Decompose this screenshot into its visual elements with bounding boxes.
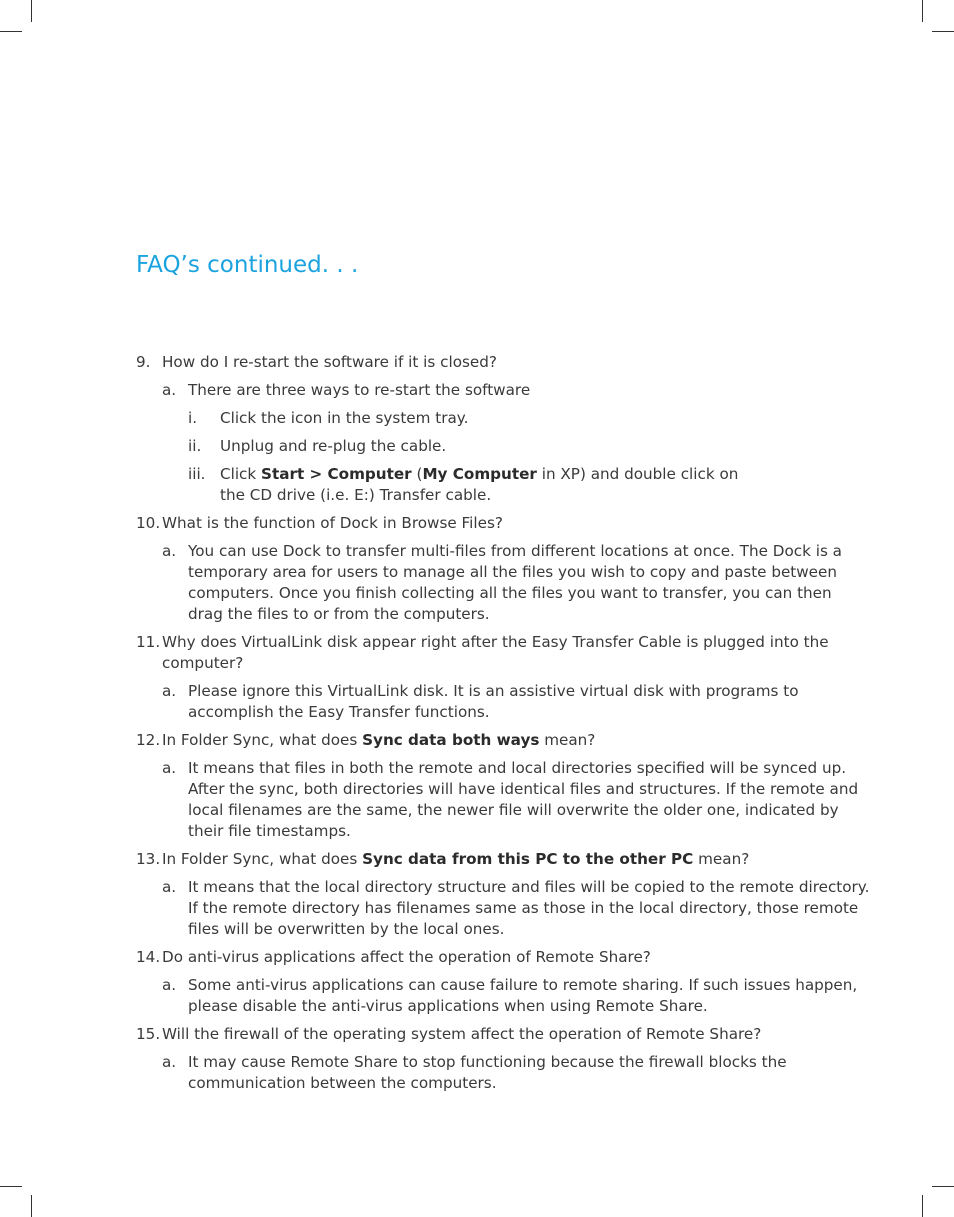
faq-item-11 <box>136 632 871 723</box>
answer-text: There are three ways to re-start the software <box>188 381 531 399</box>
crop-mark-bottom-right-horizontal <box>932 1186 954 1187</box>
bold-start-computer: Start > Computer <box>261 465 412 483</box>
page-title: FAQ’s continued. . . <box>136 252 359 278</box>
sub-item-text: Unplug and re-plug the cable. <box>220 437 447 455</box>
answer <box>162 877 871 940</box>
answer-letter: a. <box>162 1053 177 1071</box>
crop-mark-top-left-vertical <box>31 0 32 22</box>
text-run: In Folder Sync, what does <box>162 850 363 868</box>
question-text: Why does VirtualLink disk appear right after the Easy Transfer Cable is plugged into the computer? <box>162 633 829 672</box>
crop-mark-top-left-horizontal <box>0 31 22 32</box>
crop-mark-bottom-right-vertical <box>922 1195 923 1217</box>
text-run: In Folder Sync, what does <box>162 731 363 749</box>
answer-text: It may cause Remote Share to stop functioning because the firewall blocks the communication between the computers. <box>188 1053 787 1092</box>
faq-item-15 <box>136 1024 871 1094</box>
answer-letter: a. <box>162 759 177 777</box>
answer-letter: a. <box>162 682 177 700</box>
answer <box>162 681 871 723</box>
question-number: 15. <box>136 1025 161 1043</box>
crop-mark-top-right-vertical <box>922 0 923 22</box>
answer-letter: a. <box>162 976 177 994</box>
text-run: mean? <box>693 850 750 868</box>
answer <box>162 758 871 842</box>
answer-letter: a. <box>162 381 177 399</box>
text-run: Click <box>220 465 262 483</box>
crop-mark-bottom-left-horizontal <box>0 1186 22 1187</box>
bold-sync-both-ways: Sync data both ways <box>362 731 540 749</box>
question-text: How do I re-start the software if it is closed? <box>162 353 497 371</box>
answer-letter: a. <box>162 878 177 896</box>
question-number: 11. <box>136 633 161 651</box>
answer-text: It means that the local directory structure and files will be copied to the remote directory. If the remote directory has filenames same as those in the local directory, those remote files will be overwritten by the local ones. <box>188 878 870 938</box>
faq-item-9 <box>136 352 871 506</box>
question-text <box>162 849 871 870</box>
answer-text: It means that files in both the remote and local directories specified will be synced up. After the sync, both directories will have identical files and structures. If the remote and local filenames are the same, the newer file will overwrite the older one, indicated by their file timestamps. <box>188 759 859 840</box>
bold-my-computer: My Computer <box>422 465 537 483</box>
crop-mark-top-right-horizontal <box>932 31 954 32</box>
sub-item-number: i. <box>188 409 198 427</box>
question-text: Will the firewall of the operating system affect the operation of Remote Share? <box>162 1025 762 1043</box>
sub-item-2 <box>188 436 871 457</box>
sub-item-text: Click the icon in the system tray. <box>220 409 469 427</box>
text-run: mean? <box>539 731 596 749</box>
answer-text: Some anti-virus applications can cause failure to remote sharing. If such issues happen, please disable the anti-virus applications when using Remote Share. <box>188 976 858 1015</box>
faq-item-12 <box>136 730 871 842</box>
faq-item-13 <box>136 849 871 940</box>
bold-sync-this-pc-to-other: Sync data from this PC to the other PC <box>362 850 694 868</box>
faq-list <box>136 352 871 1101</box>
crop-mark-bottom-left-vertical <box>31 1195 32 1217</box>
answer <box>162 1052 871 1094</box>
sub-item-3 <box>188 464 871 506</box>
faq-item-14 <box>136 947 871 1017</box>
question-number: 9. <box>136 353 151 371</box>
text-run: ( <box>411 465 423 483</box>
answer-text: You can use Dock to transfer multi-files from different locations at once. The Dock is a temporary area for users to manage all the files you wish to copy and paste between computers. Once you finish collecting all the files you want to transfer, you can then drag the files to or from the computers. <box>188 542 842 623</box>
answer <box>162 541 871 625</box>
question-text: Do anti-virus applications affect the operation of Remote Share? <box>162 948 651 966</box>
question-number: 10. <box>136 514 161 532</box>
sub-item-1 <box>188 408 871 429</box>
answer-letter: a. <box>162 542 177 560</box>
question-number: 13. <box>136 850 161 868</box>
question-text <box>162 730 871 751</box>
text-run: in XP) and double click on <box>536 465 739 483</box>
sub-item-number: iii. <box>188 465 206 483</box>
answer-text: Please ignore this VirtualLink disk. It is an assistive virtual disk with programs to accomplish the Easy Transfer functions. <box>188 682 799 721</box>
answer <box>162 380 871 506</box>
answer <box>162 975 871 1017</box>
question-text: What is the function of Dock in Browse Files? <box>162 514 503 532</box>
sub-item-text <box>220 464 871 506</box>
question-number: 14. <box>136 948 161 966</box>
question-number: 12. <box>136 731 161 749</box>
sub-item-number: ii. <box>188 437 202 455</box>
faq-item-10 <box>136 513 871 625</box>
text-run: the CD drive (i.e. E:) Transfer cable. <box>220 486 492 504</box>
